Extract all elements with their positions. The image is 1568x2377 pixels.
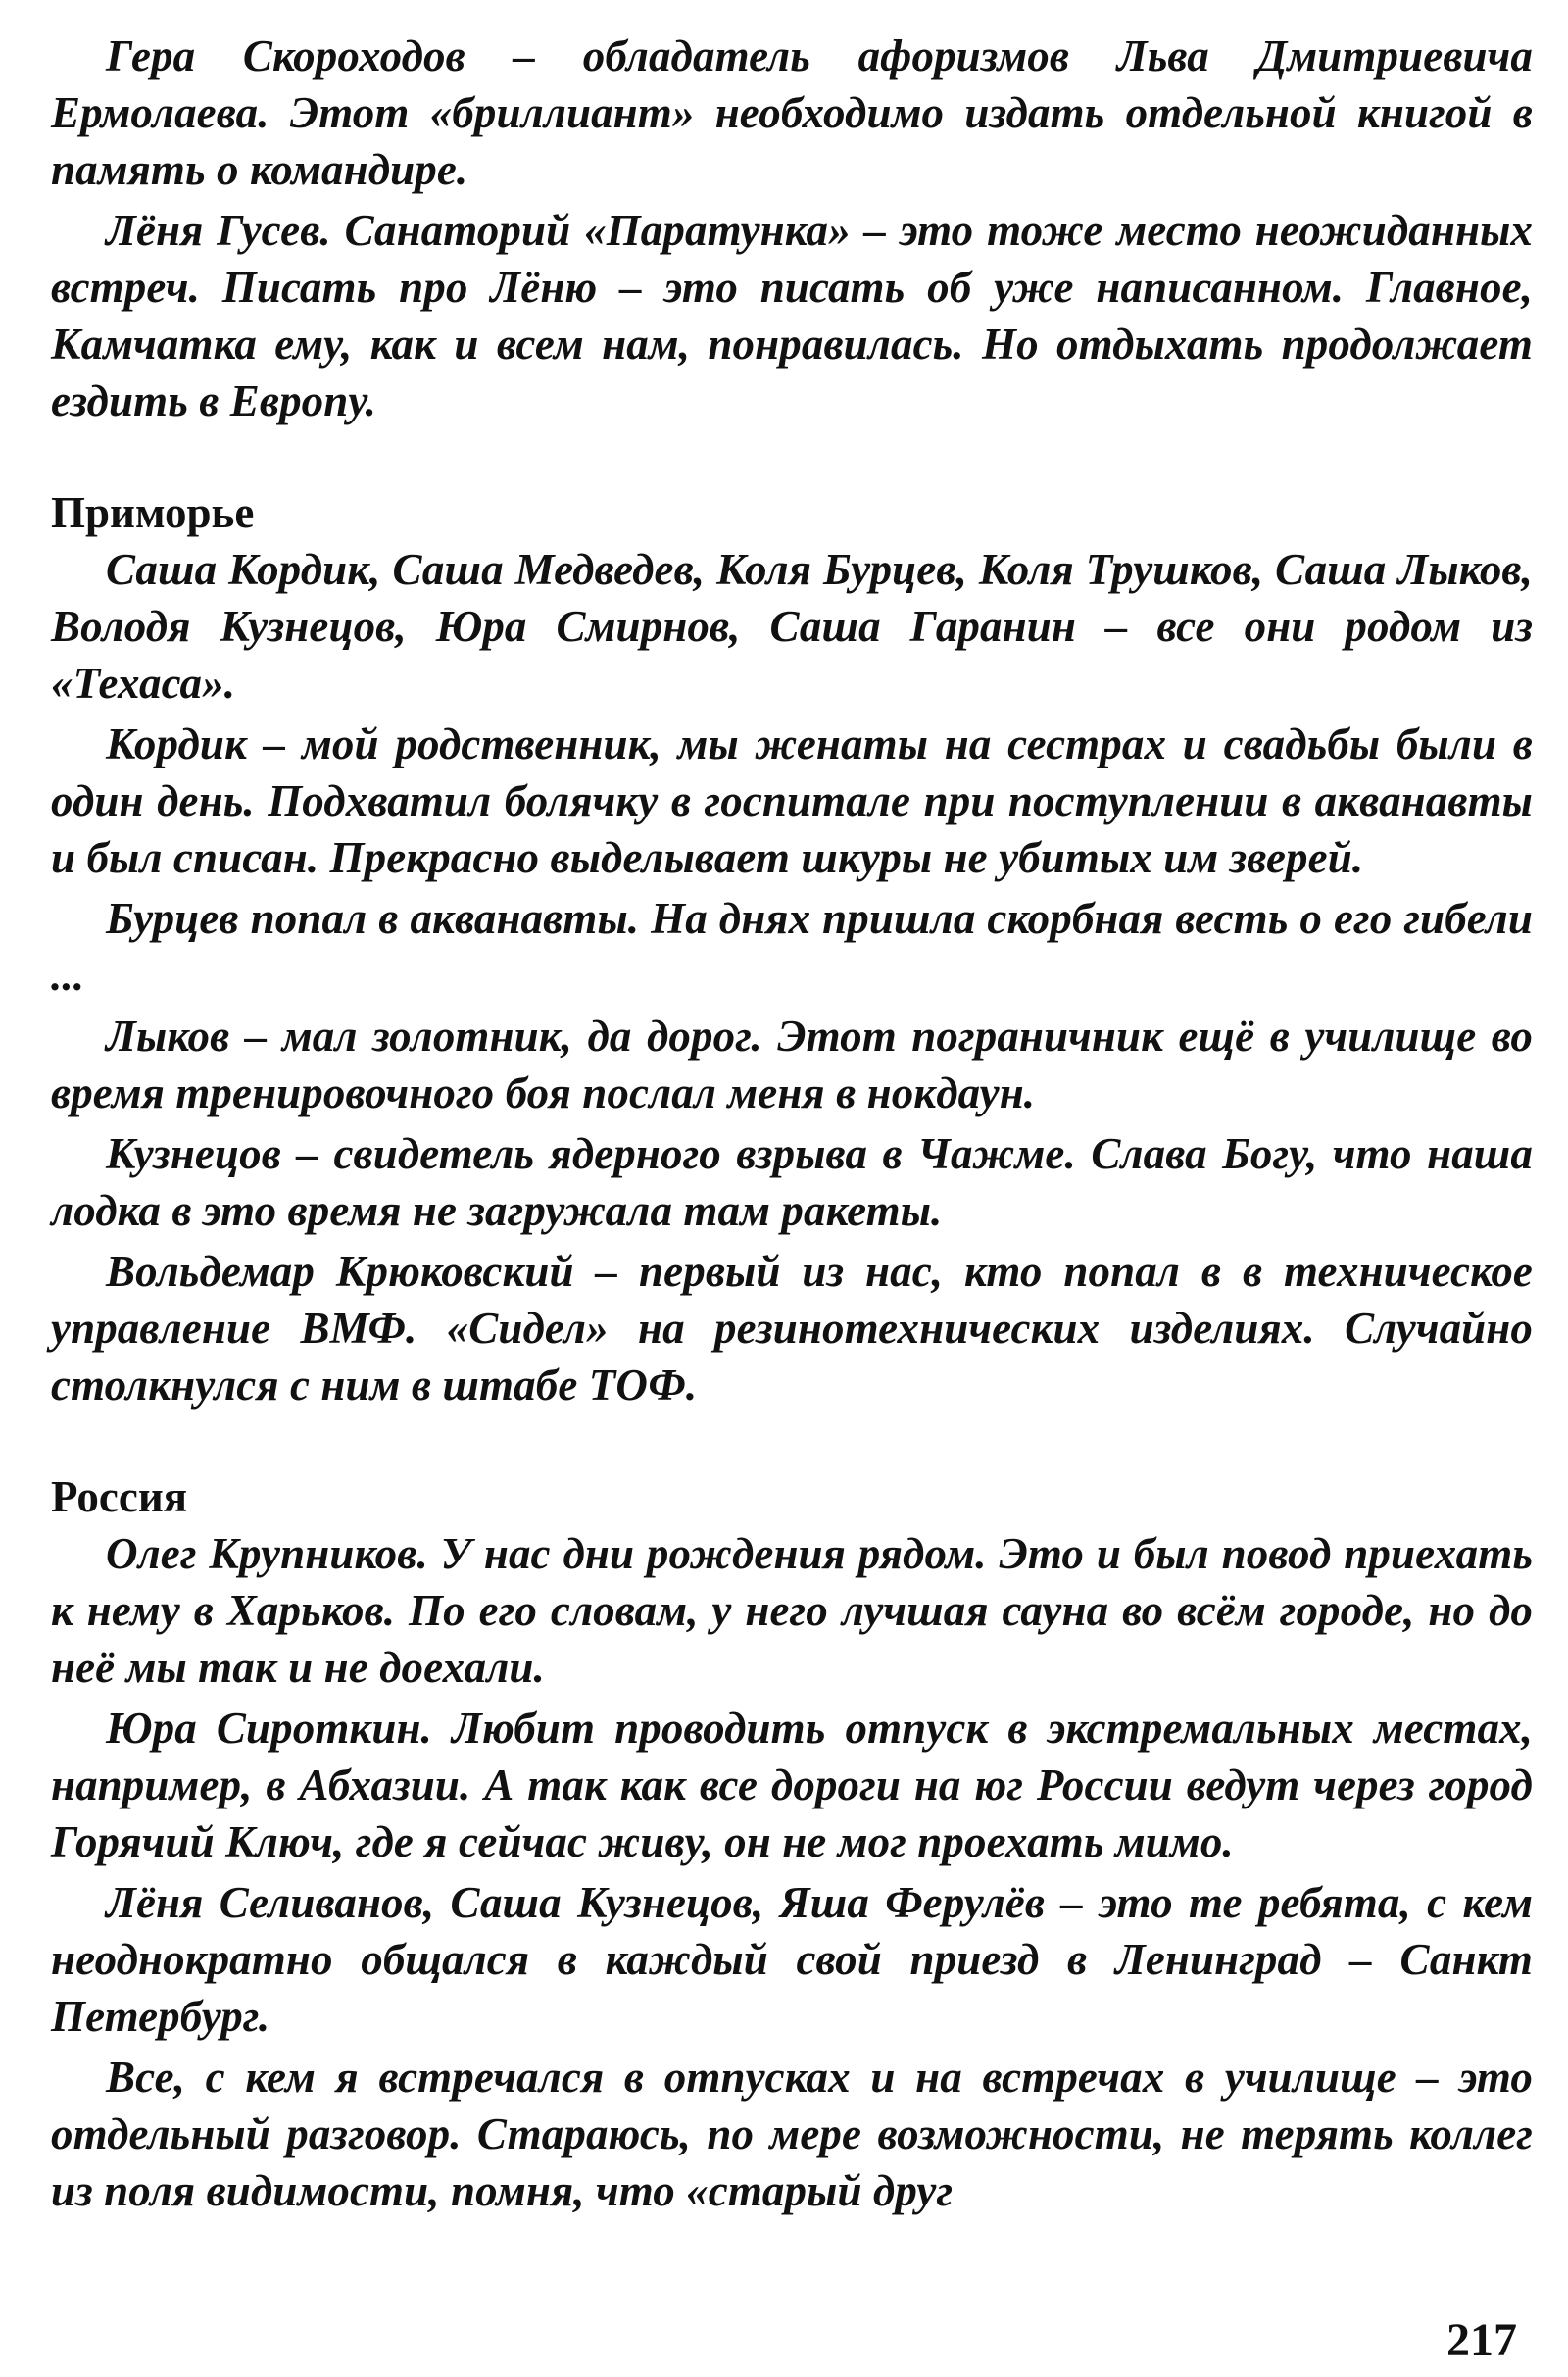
paragraph: Лёня Селиванов, Саша Кузнецов, Яша Ферулёв – это те ребята, с кем неоднократно общался в каждый свой приезд в Ленинград – Санкт Петербург. [51, 1878, 1533, 2041]
paragraph: Юра Сироткин. Любит проводить отпуск в экстремальных местах, например, в Абхазии. А так как все дороги на юг России ведут через город Горячий Ключ, где я сейчас живу, он не мог проехать мимо. [51, 1704, 1533, 1866]
paragraph: Олег Крупников. У нас дни рождения рядом. Это и был повод приехать к нему в Харьков. По его словам, у него лучшая сауна во всём городе, но до неё мы так и не доехали. [51, 1529, 1533, 1692]
paragraph: Лёня Гусев. Санаторий «Паратунка» – это тоже место неожиданных встреч. Писать про Лёню – это писать об уже написанном. Главное, Камчатка ему, как и всем нам, понравилась. Но отдыхать продолжает ездить в Европу. [51, 206, 1533, 425]
section-heading: Приморье [51, 488, 255, 537]
section-spacer [51, 1413, 1533, 1468]
section-spacer [51, 429, 1533, 484]
paragraph: Лыков – мал золотник, да дорог. Этот пограничник ещё в училище во время тренировочного боя послал меня в нокдаун. [51, 1012, 1533, 1117]
paragraph: Бурцев попал в акванавты. На днях пришла скорбная весть о его гибели ... [51, 894, 1533, 1000]
paragraph: Кузнецов – свидетель ядерного взрыва в Чажме. Слава Богу, что наша лодка в это время не загружала там ракеты. [51, 1129, 1533, 1235]
russia-section [51, 1468, 1533, 2219]
page-number: 217 [1446, 2314, 1517, 2366]
paragraph: Саша Кордик, Саша Медведев, Коля Бурцев, Коля Трушков, Саша Лыков, Володя Кузнецов, Юра Смирнов, Саша Гаранин – все они родом из «Техаса». [51, 545, 1533, 708]
paragraph: Гера Скороходов – обладатель афоризмов Льва Дмитриевича Ермолаева. Этот «бриллиант» необходимо издать отдельной книгой в память о командире. [51, 31, 1533, 194]
paragraph: Кордик – мой родственник, мы женаты на сестрах и свадьбы были в один день. Подхватил болячку в госпитале при поступлении в акванавты и был списан. Прекрасно выделывает шкуры не убитых им зверей. [51, 719, 1533, 882]
section-heading: Россия [51, 1472, 188, 1521]
intro-section [51, 27, 1533, 429]
paragraph: Вольдемар Крюковский – первый из нас, кто попал в в техническое управление ВМФ. «Сидел» на резинотехнических изделиях. Случайно столкнулся с ним в штабе ТОФ. [51, 1247, 1533, 1410]
text-column [51, 27, 1533, 2219]
paragraph: Все, с кем я встречался в отпусках и на встречах в училище – это отдельный разговор. Стараюсь, по мере возможности, не терять коллег из поля видимости, помня, что «старый друг [51, 2053, 1533, 2215]
primorye-section [51, 484, 1533, 1413]
